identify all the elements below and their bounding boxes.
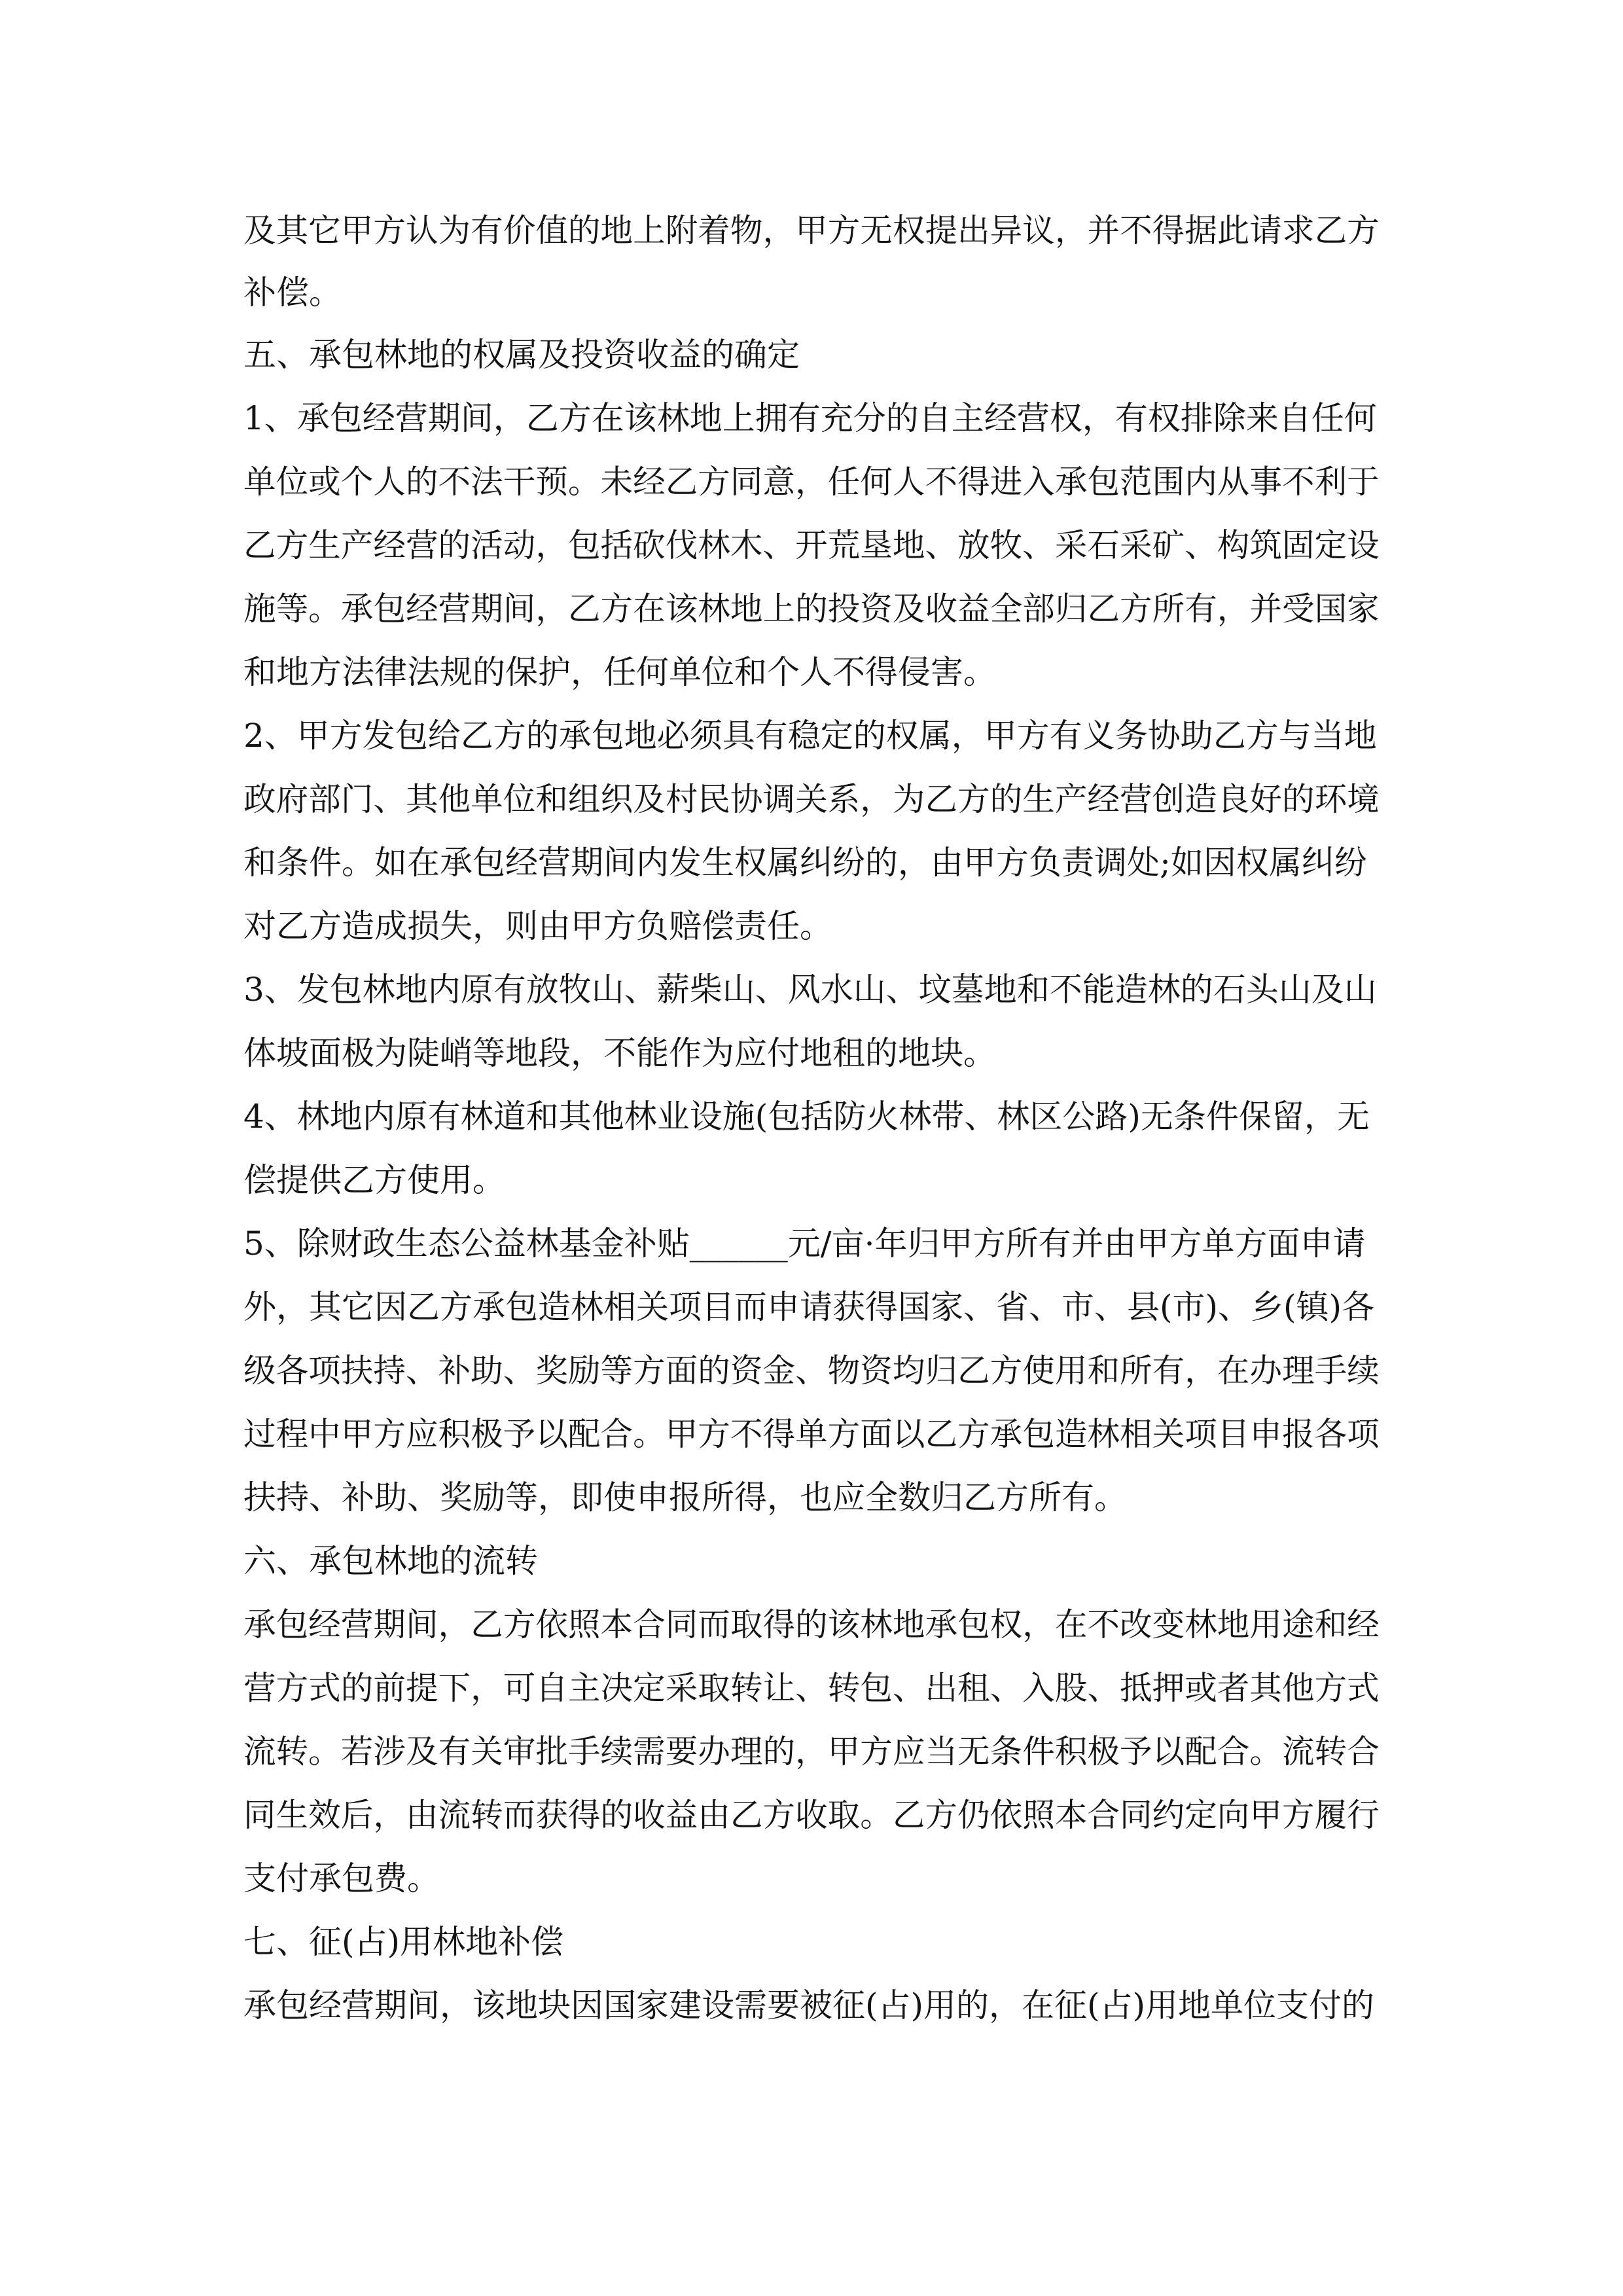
text-line: 4、林地内原有林道和其他林业设施(包括防火林带、林区公路)无条件保留，无: [243, 1098, 1370, 1136]
section-heading-6: 六、承包林地的流转: [243, 1542, 538, 1580]
text-line: 1、承包经营期间，乙方在该林地上拥有充分的自主经营权，有权排除来自任何: [243, 399, 1377, 437]
text-line: 施等。承包经营期间，乙方在该林地上的投资及收益全部归乙方所有，并受国家: [243, 590, 1380, 628]
text-line: 过程中甲方应积极予以配合。甲方不得单方面以乙方承包造林相关项目申报各项: [243, 1415, 1380, 1453]
text-line: 5、除财政生态公益林基金补贴______元/亩·年归甲方所有并由甲方单方面申请: [243, 1225, 1366, 1263]
text-line: 级各项扶持、补助、奖励等方面的资金、物资均归乙方使用和所有，在办理手续: [243, 1352, 1380, 1390]
text-line: 和条件。如在承包经营期间内发生权属纠纷的，由甲方负责调处;如因权属纠纷: [243, 844, 1367, 882]
text-line: 政府部门、其他单位和组织及村民协调关系，为乙方的生产经营创造良好的环境: [243, 780, 1380, 818]
text-line: 体坡面极为陡峭等地段，不能作为应付地租的地块。: [243, 1034, 996, 1072]
text-line: 对乙方造成损失，则由甲方负赔偿责任。: [243, 907, 832, 945]
section-heading-5: 五、承包林地的权属及投资收益的确定: [243, 336, 800, 374]
text-line: 单位或个人的不法干预。未经乙方同意，任何人不得进入承包范围内从事不利于: [243, 463, 1380, 501]
text-line: 扶持、补助、奖励等，即使申报所得，也应全数归乙方所有。: [243, 1479, 1127, 1516]
text-line: 3、发包林地内原有放牧山、薪柴山、风水山、坟墓地和不能造林的石头山及山: [243, 971, 1377, 1009]
text-line: 承包经营期间，乙方依照本合同而取得的该林地承包权，在不改变林地用途和经: [243, 1605, 1380, 1643]
text-line: 流转。若涉及有关审批手续需要办理的，甲方应当无条件积极予以配合。流转合: [243, 1732, 1380, 1770]
text-line: 和地方法律法规的保护，任何单位和个人不得侵害。: [243, 653, 996, 691]
text-line: 及其它甲方认为有价值的地上附着物，甲方无权提出异议，并不得据此请求乙方: [243, 211, 1380, 249]
text-line: 偿提供乙方使用。: [243, 1161, 505, 1199]
text-line: 外，其它因乙方承包造林相关项目而申请获得国家、省、市、县(市)、乡(镇)各: [243, 1288, 1375, 1326]
section-heading-7: 七、征(占)用林地补偿: [243, 1923, 564, 1961]
text-line: 承包经营期间，该地块因国家建设需要被征(占)用的，在征(占)用地单位支付的: [243, 1986, 1375, 2024]
text-line: 支付承包费。: [243, 1859, 440, 1897]
text-line: 补偿。: [243, 274, 342, 312]
text-line: 2、甲方发包给乙方的承包地必须具有稳定的权属，甲方有义务协助乙方与当地: [243, 717, 1377, 755]
text-line: 同生效后，由流转而获得的收益由乙方收取。乙方仍依照本合同约定向甲方履行: [243, 1796, 1380, 1834]
text-line: 营方式的前提下，可自主决定采取转让、转包、出租、入股、抵押或者其他方式: [243, 1669, 1380, 1707]
text-line: 乙方生产经营的活动，包括砍伐林木、开荒垦地、放牧、采石采矿、构筑固定设: [243, 526, 1380, 564]
